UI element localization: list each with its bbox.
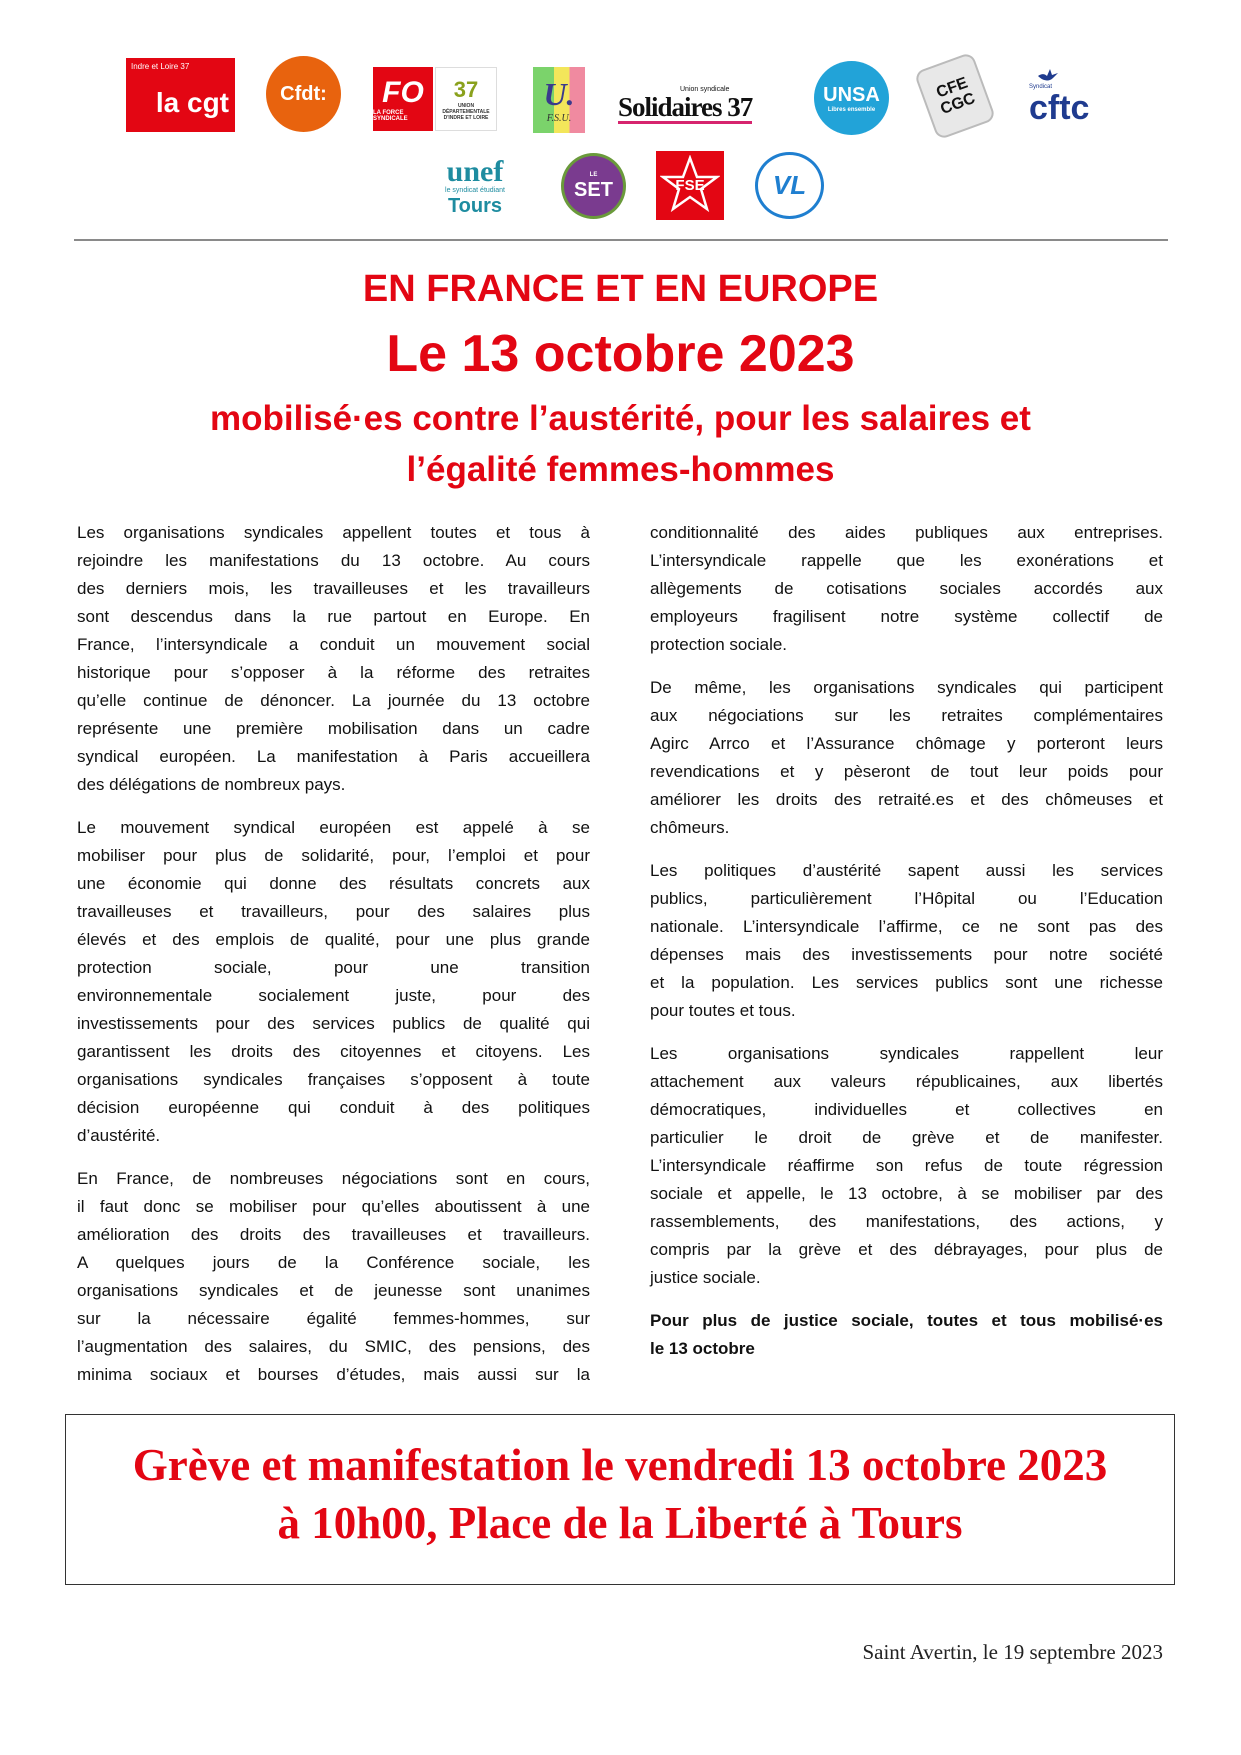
page-subtitle xyxy=(0,393,1241,495)
cgt-logo xyxy=(126,58,235,132)
page-title: Le 13 octobre 2023 xyxy=(386,325,855,383)
text-line: sont descendus dans la rue partout en Europe. En xyxy=(77,607,590,626)
fo37-logo-text: 37 xyxy=(453,77,479,102)
fsu-logo-text: U. xyxy=(543,76,575,112)
text-line: des délégations de nombreux pays. xyxy=(77,775,346,794)
unef-logo-text: unef xyxy=(446,156,504,188)
text-line: conditionnalité des aides publiques aux entreprises. xyxy=(650,523,1163,542)
set-logo-text: SET xyxy=(574,179,613,201)
text-line: De même, les organisations syndicales qui participent xyxy=(650,678,1163,697)
text-line: allègements de cotisations sociales accordés aux xyxy=(650,579,1163,598)
fse-logo-text: FSE xyxy=(675,177,705,194)
text-line: sociale et appelle, le 13 octobre, à se mobiliser par des xyxy=(650,1184,1163,1203)
text-line: L’intersyndicale réaffirme son refus de toute régression xyxy=(650,1156,1163,1175)
text-line: et la population. Les services publics sont une richesse xyxy=(650,973,1163,992)
fo-logo-sub: LA FORCE SYNDICALE xyxy=(373,110,408,122)
text-line: l’augmentation des salaires, du SMIC, des pensions, des xyxy=(77,1337,590,1356)
header-divider xyxy=(74,239,1168,241)
unsa-logo-sub: Libres ensemble xyxy=(827,106,876,113)
text-line: garantissent les droits des citoyennes et citoyens. Les xyxy=(77,1042,590,1061)
text-line: A quelques jours de la Conférence sociale, les xyxy=(77,1253,590,1272)
text-line: améliorer les droits des retraité.es et des chômeuses et xyxy=(650,790,1163,809)
cfdt-logo xyxy=(266,56,341,132)
text-line: aux négociations sur les retraites complémentaires xyxy=(650,706,1163,725)
subtitle-line-1: mobilisé·es contre l’austérité, pour les salaires et xyxy=(210,399,1031,438)
text-line: compris par la grève et des débrayages, pour plus de xyxy=(650,1240,1163,1259)
text-line: des derniers mois, les travailleuses et les travailleurs xyxy=(77,579,590,598)
text-line: minima sociaux et bourses d’études, mais aussi sur la xyxy=(77,1365,590,1384)
cftc-logo-sub: Syndicat xyxy=(1029,84,1053,90)
paragraph xyxy=(77,814,590,1150)
text-line: historique pour s’opposer à la réforme des retraites xyxy=(77,663,590,682)
paragraph xyxy=(650,1040,1163,1292)
text-line: Agirc Arrco et l’Assurance chômage y porteront leurs xyxy=(650,734,1163,753)
set-logo-sub: LE xyxy=(589,172,598,178)
text-line: publics, particulièrement l’Hôpital ou l’Education xyxy=(650,889,1163,908)
text-line: L’intersyndicale rappelle que les exonérations et xyxy=(650,551,1163,570)
text-line: décision européenne qui conduit à des politiques xyxy=(77,1098,590,1117)
text-line: sur la nécessaire égalité femmes-hommes, sur xyxy=(77,1309,590,1328)
text-line: qu’elle continue de dénoncer. La journée du 13 octobre xyxy=(77,691,590,710)
paragraph xyxy=(650,1307,1163,1363)
text-line: Les organisations syndicales appellent toutes et tous à xyxy=(77,523,590,542)
fse-logo xyxy=(656,151,724,220)
text-line: une économie qui donne des résultats concrets aux xyxy=(77,874,590,893)
text-line: organisations syndicales et de jeunesse sont unanimes xyxy=(77,1281,590,1300)
fo37-logo-sub: UNION DÉPARTEMENTALE D'INDRE ET LOIRE xyxy=(442,103,490,121)
fo-logo xyxy=(373,67,433,131)
paragraph xyxy=(77,519,590,799)
text-line: chômeurs. xyxy=(650,818,730,837)
text-line: amélioration des droits des travailleuses et travailleurs. xyxy=(77,1225,590,1244)
text-line: travailleuses et travailleurs, pour des salaires plus xyxy=(77,902,590,921)
paragraph xyxy=(77,1165,590,1389)
place-date: Saint Avertin, le 19 septembre 2023 xyxy=(862,1640,1163,1664)
text-line: justice sociale. xyxy=(650,1268,761,1287)
cftc-logo-text: cftc xyxy=(1029,89,1090,127)
unef-logo-tours: Tours xyxy=(447,194,503,217)
callout-line-2: à 10h00, Place de la Liberté à Tours xyxy=(277,1498,963,1548)
text-line: protection sociale, pour une transition xyxy=(77,958,590,977)
right-column xyxy=(650,519,1163,1378)
cgt-logo-sub: Indre et Loire 37 xyxy=(131,62,190,71)
text-line: nationale. L’intersyndicale l’affirme, ce ne sont pas des xyxy=(650,917,1163,936)
subtitle-line-2: l’égalité femmes-hommes xyxy=(406,450,835,489)
text-line: Le mouvement syndical européen est appelé à se xyxy=(77,818,590,837)
dove-icon xyxy=(1037,67,1059,83)
solidaires-logo-text: Solidaires 37 xyxy=(618,92,753,122)
set-logo xyxy=(561,153,626,219)
solidaires-logo-sub: Union syndicale xyxy=(680,86,730,93)
cgt-logo-text: la cgt xyxy=(155,87,229,118)
paragraph xyxy=(650,519,1163,659)
text-line: syndical européen. La manifestation à Paris accueillera xyxy=(77,747,590,766)
text-line: France, l’intersyndicale a conduit un mouvement social xyxy=(77,635,590,654)
text-line: organisations syndicales françaises s’opposent à toute xyxy=(77,1070,590,1089)
solidaires-logo xyxy=(618,82,783,128)
text-line: Les organisations syndicales rappellent leur xyxy=(650,1044,1163,1063)
unef-logo-sub: le syndicat étudiant xyxy=(445,186,505,194)
text-line: protection sociale. xyxy=(650,635,788,654)
text-line: dépenses mais des investissements pour notre société xyxy=(650,945,1163,964)
fsu-logo xyxy=(533,67,585,133)
cftc-logo xyxy=(1029,64,1107,128)
text-line: Pour plus de justice sociale, toutes et tous mobilisé·es xyxy=(650,1311,1163,1330)
text-line: représente une première mobilisation dans un cadre xyxy=(77,719,590,738)
unsa-logo xyxy=(814,61,889,135)
paragraph xyxy=(650,674,1163,842)
text-line: rejoindre les manifestations du 13 octobre. Au cours xyxy=(77,551,590,570)
text-line: En France, de nombreuses négociations sont en cours, xyxy=(77,1169,590,1188)
cfecgc-logo-text: CFE CGC xyxy=(934,74,978,119)
callout-box xyxy=(65,1414,1175,1585)
text-line: rassemblements, des manifestations, des actions, y xyxy=(650,1212,1163,1231)
text-line: démocratiques, individuelles et collectives en xyxy=(650,1100,1163,1119)
vl-logo xyxy=(755,152,824,219)
fo-logo-text: FO xyxy=(382,76,424,109)
text-line: élevés et des emplois de qualité, pour une plus grande xyxy=(77,930,590,949)
text-line: le 13 octobre xyxy=(650,1339,755,1358)
text-line: Les politiques d’austérité sapent aussi les services xyxy=(650,861,1163,880)
text-line: il faut donc se mobiliser pour qu’elles aboutissent à une xyxy=(77,1197,590,1216)
left-column xyxy=(77,519,590,1404)
fo37-logo xyxy=(435,67,497,131)
unsa-logo-text: UNSA xyxy=(823,83,880,106)
kicker-heading: EN FRANCE ET EN EUROPE xyxy=(362,268,879,310)
text-line: investissements pour des services publics de qualité qui xyxy=(77,1014,590,1033)
text-line: particulier le droit de grève et de manifester. xyxy=(650,1128,1163,1147)
paragraph xyxy=(650,857,1163,1025)
cfecgc-logo xyxy=(914,52,997,141)
callout-line-1: Grève et manifestation le vendredi 13 octobre 2023 xyxy=(132,1440,1108,1490)
unef-logo xyxy=(425,156,525,218)
vl-logo-text: VL xyxy=(772,170,807,200)
text-line: attachement aux valeurs républicaines, aux libertés xyxy=(650,1072,1163,1091)
text-line: revendications et y pèseront de tout leur poids pour xyxy=(650,762,1163,781)
text-line: d’austérité. xyxy=(77,1126,161,1145)
text-line: environnementale socialement juste, pour des xyxy=(77,986,590,1005)
text-line: mobiliser pour plus de solidarité, pour, l’emploi et pour xyxy=(77,846,590,865)
text-line: pour toutes et tous. xyxy=(650,1001,796,1020)
text-line: employeurs fragilisent notre système collectif de xyxy=(650,607,1163,626)
cfdt-logo-text: Cfdt: xyxy=(280,82,327,105)
fsu-logo-sub: F.S.U. xyxy=(546,113,572,124)
